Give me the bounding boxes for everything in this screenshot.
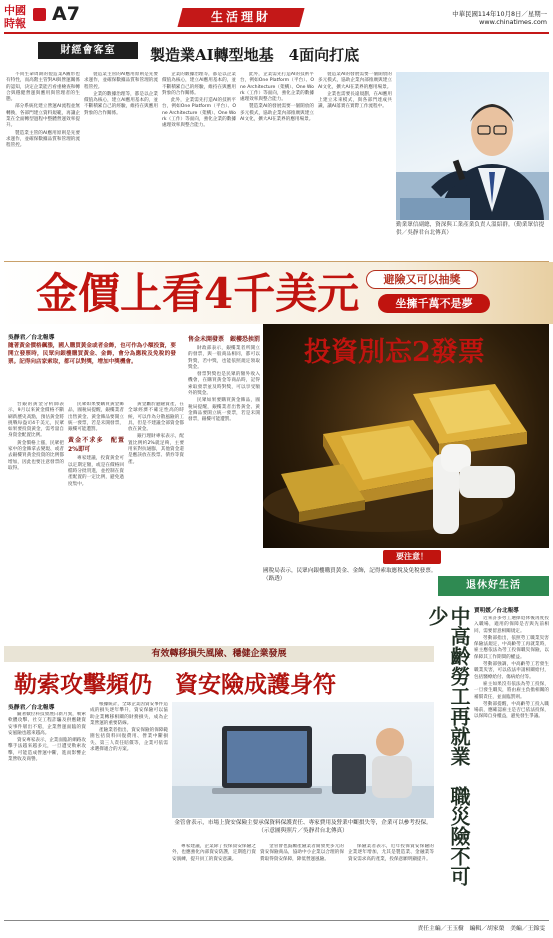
speaker-photo-caption: 勤業眾信副總，資深與工業產業負責人溫紹群。（勤業眾信提供／吳靜君台北傳真） bbox=[396, 222, 545, 236]
section-title: 生活理財 bbox=[210, 10, 271, 24]
article-column-3: 企業的數據治理等，都是以企業價值為核心，建立AI應用基本的，並不斷積累自己的經驗，維持在與應用對象的合作關係。 此外，企業需先打造AI的技術平台，例如One Platform（平台）、One Architecture（架構）、One Work（工作）等面向，強化企業的數據處理效率與整合能力。 bbox=[162, 72, 236, 129]
cyber-column-4: 金管會也鼓勵產險業者開發更多元的資安保險商品，協助中小企業以合理的保費取得資安保障，降低營運風險。 bbox=[260, 844, 344, 862]
gold-column-3: 黃金屬於避險資產，在全球經濟不確定性高的時候，可以作為分散風險的工具，但是不建議全部資金都放在黃金。 銀行理財專家表示，配置比例約2%就足夠，主要用來對抗通膨，其他資金還是應該放在股票、債券等資產。 bbox=[128, 402, 184, 465]
page-footer-credits: 責任主編／王玉樹 編輯／胡家榮 美編／王錦雯 bbox=[417, 926, 545, 932]
gold-notice-text: 國稅局表示，民眾向銀樓購買黃金、金飾，記得索取應稅及免稅發票。（路透） bbox=[263, 568, 437, 582]
newspaper-logo: 中國時報 bbox=[4, 4, 26, 30]
article-column-5: 製造業AI的發展需要一個開放的多元模式，協助企業內部推廣與建立AI文化，擴大AI在業界的應用場景。 企業也需要長遠規劃，在AI應用上建立未來模式，與各部門達成共識，讓AI落實在實際工作流程中。 bbox=[318, 72, 392, 110]
retire-byline: 賈明媛／台北報導 bbox=[474, 608, 519, 614]
speaker-illustration bbox=[396, 72, 549, 220]
logo-seal-icon bbox=[33, 8, 46, 21]
gold-column-1: 台銀的黃金分析師表示，9月以來黃金價格不斷刷新歷史高點，預估黃金將挑戰每盎司4千美元，民眾如果要投資黃金，需考量自身資金配置比例。 黃金價格上漲，民眾把家中的金飾拿去變現、或者去銀樓買黃金投資的比例都增加，因此也要注意發票的取得。 bbox=[8, 402, 64, 471]
retire-banner-text: 退休好生活 bbox=[466, 580, 521, 591]
retire-headline: 中高齡勞工再就業 職災險不可少 bbox=[425, 606, 471, 886]
headline: 製造業AI轉型地基 4面向打底 bbox=[150, 46, 360, 64]
footer-rule bbox=[4, 920, 549, 921]
gold-subhead-1: 售金未開發票 銀樓恐挨罰 bbox=[188, 336, 260, 343]
cyber-byline: 吳靜君／台北報導 bbox=[8, 705, 55, 711]
column-kicker: 財經會客室 bbox=[60, 45, 116, 56]
laptop-illustration bbox=[172, 702, 434, 818]
article-column-1: 不同生命周期的製造業A圖形也有特性，而高階主管對AI與營運關係的認知，決定企業能否看重檢查和轉合與穩健營運與應用與管理者的生態。 部分系統化建立營運AI流程並無轉換，各部門建立資料規範，再讓企業在全面轉型過程中整體營運效率提升。 製造業主管的AI應用原則是先要求運作，並確保數據品質和管理的流程管控。 bbox=[6, 72, 80, 149]
cyber-column-3: 專家建議，企業除了投保資安保險之外，也應強化內部資安防護，定期進行資安演練，提升員工的資安意識。 bbox=[172, 844, 256, 862]
gold-lead: 隨著黃金價格飆漲，國人購買黃金或者金飾，也可作為小額投資，要開立發票時，民眾向銀樓購買黃金、金飾，會分為應稅及免稅的發票。記得向店家索取，都可以對獎，增加中獎機會。 bbox=[8, 343, 176, 365]
cyber-column-5: 保險業者表示，近年投保資安保險的企業逐年增加，尤其是製造業、金融業等資安需求高的產業，投保意願明顯提升。 bbox=[348, 844, 434, 862]
cyber-headline: 勒索攻擊頻仍 資安險成護身符 bbox=[14, 671, 336, 698]
retire-column: 近來許多勞工選擇退休後再度投入職場，適用的保障是否與先前相同，需要留意相關規定。 勞動部指出，依照勞工職業災害保險法規定，中高齡勞工再就業時，雇主應依法為勞工投保職災保險，以保障其工作期間的權益。 勞動部強調，中高齡勞工若發生職業災害，可以依法申請相關給付，包括醫療給付、傷病給付等。 雇主如果沒有依法為勞工投保，一旦發生職災，將由雇主負擔相關的補償責任，並面臨罰則。 勞動部提醒，中高齡勞工投入職場前，應確認雇主是否已依法投保，以保障自身權益，避免發生爭議。 bbox=[474, 616, 549, 720]
gold-headline: 金價上看4千美元 bbox=[36, 269, 360, 318]
masthead bbox=[0, 0, 553, 38]
site-url: www.chinatimes.com bbox=[479, 18, 547, 26]
article-column-4: 此外，企業需先打造AI的技術平台，例如One Platform（平台）、One Architecture（架構）、One Work（工作）等面向，強化企業的數據處理效率與整合能力。 製造業AI的發展需要一個開放的多元模式，協助企業內部推廣與建立AI文化，擴大AI在業界的應用場景。 bbox=[240, 72, 314, 123]
gold-column-4: 售金未開發票 銀樓恐挨罰 財政部表示，銀樓業者所開立的發票，與一般商品相同，都可以對獎，若中獎，也能依照規定領取獎金。 發票對獎也是民眾的額外收入機會，在購買黃金等商品時，記得索取發票並及時對獎，可以享受額外的獎金。 民眾如果要購買黃金飾品，國稅局提醒，銀樓業者出售黃金、黃金飾品要開立統一發票，若是未開發票，銀樓可能遭罰。 bbox=[188, 336, 260, 423]
retire-story bbox=[425, 600, 553, 918]
cyber-column-1: 隨著數位科技發展日新月異，勒索軟體攻擊、社交工程詐騙及供應鏈資安事件層出不窮，企業營運面臨的資安風險也越來越高。 資安專家表示，企業面臨的網路攻擊手法越來越多元，一旦遭受勒索攻擊，可能造成營運中斷，進而影響企業營收及商譽。 bbox=[8, 712, 86, 763]
top-story bbox=[0, 36, 553, 260]
gold-column-2: 民眾如果要購買黃金飾品，國稅局提醒，銀樓業者出售黃金、黃金飾品要開立統一發票，若是未開發票，銀樓可能遭罰。 黃金不求多 配置2%即可 專家建議，投資黃金可以定期定額，或是在價格回檔時分批買進，並控制在資產配置的一定比例，避免過度集中。 bbox=[68, 402, 124, 487]
cyber-column-2: 根據統計，全球企業因資安事件造成的損失逐年攀升，資安保險可以協助企業轉移相關的財務損失，成為企業營運的重要防線。 產險業者指出，資安保險的保障範圍包括資料回復費用、營業中斷損失、第三人責任賠償等，企業可依需求選擇適合的方案。 bbox=[90, 702, 168, 753]
date-line: 中華民國114年10月8日／星期一 bbox=[452, 10, 547, 18]
masthead-rule bbox=[4, 32, 549, 34]
section-code: A7 bbox=[52, 3, 80, 25]
gold-story bbox=[0, 262, 553, 646]
cyber-banner: 有效轉移損失風險、穩健企業發展 bbox=[151, 649, 287, 659]
gold-sidebar-line-1: 避險又可以抽獎 bbox=[383, 273, 461, 286]
cyber-story bbox=[0, 646, 438, 916]
article-column-2: 製造業主管的AI應用原則是先要求運作，並確保數據品質和管理的流程管控。 企業的數據治理等，都是以企業價值為核心，建立AI應用基本的，並不斷積累自己的經驗，維持在與應用對象的合作關係。 bbox=[84, 72, 158, 116]
gold-subhead-2: 黃金不求多 配置2%即可 bbox=[68, 437, 124, 454]
gold-sidebar-line-2: 坐擁千萬不是夢 bbox=[395, 297, 473, 310]
gold-notice-title: 要注意！ bbox=[396, 552, 428, 561]
gold-byline: 吳靜君／台北報導 bbox=[8, 335, 55, 341]
gold-headline-2: 投資別忘2發票 bbox=[304, 337, 485, 368]
cyber-photo-caption: 金管會表示，市場上資安保險主要承保資料保護責任、專家費用及營業中斷損失等，企業可以參考投保。（示意圖與照片／吳靜君台北傳真） bbox=[174, 820, 432, 834]
speaker-photo bbox=[396, 72, 549, 220]
cyber-photo bbox=[172, 702, 434, 818]
